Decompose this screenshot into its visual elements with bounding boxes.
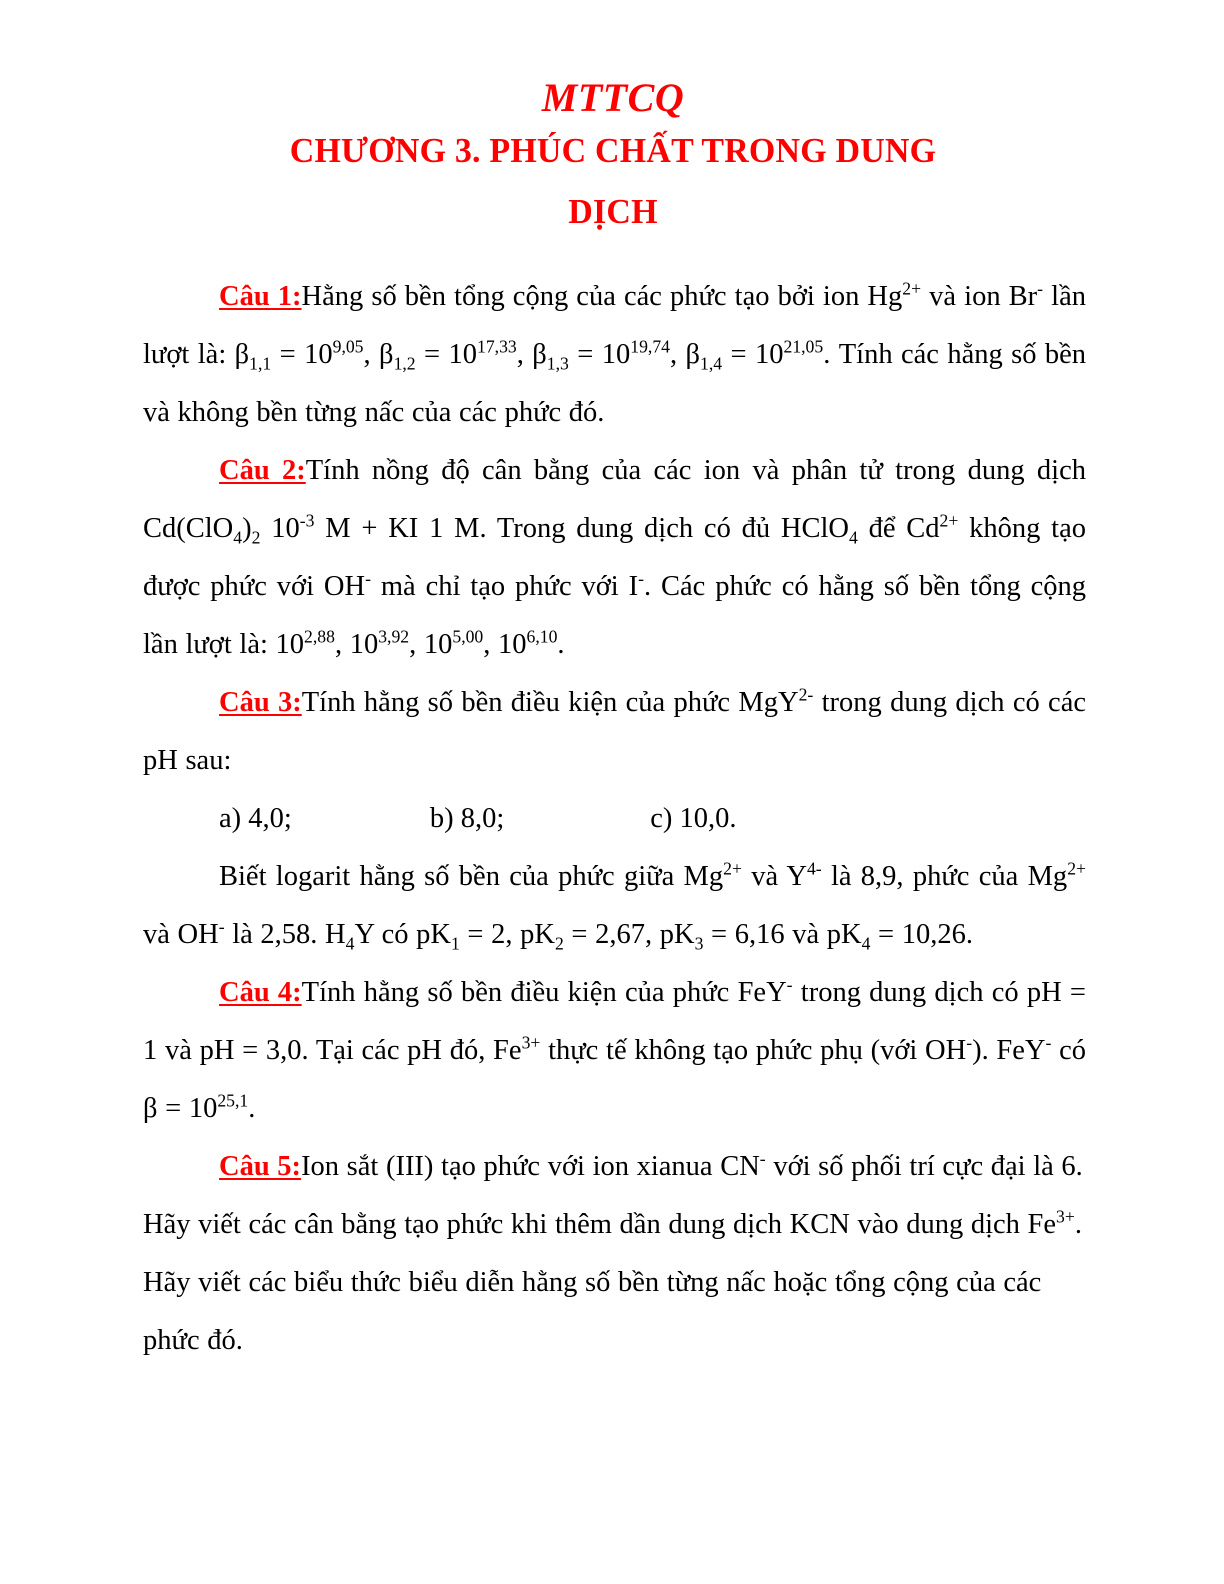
mgy-charge-sup: 2- <box>798 684 814 705</box>
pk1-sub: 1 <box>450 933 460 954</box>
pk3-sub: 3 <box>694 933 704 954</box>
beta-1-3-eq: = 10 <box>568 339 631 370</box>
question-1-label: Câu 1: <box>219 281 302 312</box>
clo4-sub: 4 <box>233 527 243 548</box>
question-2-text-c: 10 <box>260 513 300 544</box>
beta-q2-exp-3: 5,00 <box>452 626 484 647</box>
question-4-text-c: thực tế không tạo phức phụ (với OH <box>540 1035 967 1066</box>
h4y-sub: 4 <box>345 933 355 954</box>
question-4-text-a: Tính hằng số bền điều kiện của phức FeY <box>301 977 787 1008</box>
beta-1-4-sub: 1,4 <box>700 353 723 374</box>
question-2-text-i: , 10 <box>334 629 379 660</box>
beta-1-3-sub: 1,3 <box>546 353 569 374</box>
question-5-text-c: . Hãy viết các biểu thức biểu diễn hằng số bền từng nấc hoặc tổng cộng của các phức đó. <box>143 1209 1082 1356</box>
beta-1-1-sub: 1,1 <box>249 353 272 374</box>
oh-charge-sup-2: - <box>218 916 225 937</box>
beta-1-1-exp: 9,05 <box>332 336 364 357</box>
choice-a-value: 4,0; <box>248 803 292 834</box>
beta-1-2-eq: = 10 <box>415 339 478 370</box>
choice-c-key: c) <box>650 803 673 834</box>
beta-symbol-2: β <box>379 339 394 370</box>
note-text-b: và Y <box>741 861 807 892</box>
question-2-text-b: ) <box>242 513 252 544</box>
cd-charge-sup: 2+ <box>939 510 959 531</box>
question-2-text-l: . <box>557 629 565 660</box>
question-4-label: Câu 4: <box>219 977 302 1008</box>
question-1-text-d: . Tính các hằng số bền và không bền từng nấc của các phức đó. <box>143 339 1087 428</box>
beta-q2-exp-4: 6,10 <box>526 626 558 647</box>
note-text-f: Y có pK <box>354 919 451 950</box>
document-body <box>143 268 1086 1370</box>
pk2-sub: 2 <box>554 933 564 954</box>
question-3-text-a: Tính hằng số bền điều kiện của phức MgY <box>301 687 799 718</box>
conc-exp: -3 <box>299 510 315 531</box>
beta-1-2-sub: 1,2 <box>393 353 416 374</box>
beta-q2-exp-2: 3,92 <box>378 626 410 647</box>
question-2-paragraph <box>143 442 1086 674</box>
question-2-text-j: , 10 <box>409 629 453 660</box>
y-charge-sup: 4- <box>806 858 822 879</box>
question-5-label: Câu 5: <box>219 1151 302 1182</box>
beta-symbol-4: β <box>685 339 701 370</box>
clo4-count-sub: 2 <box>251 527 261 548</box>
question-1-text-c: lần lượt là: <box>143 281 1086 370</box>
beta-1-2-term <box>379 336 517 374</box>
choice-c-value: 10,0. <box>679 803 737 834</box>
note-text-c: là 8,9, phức của Mg <box>821 861 1068 892</box>
note-text-h: = 2,67, pK <box>563 919 695 950</box>
beta-1-4-term <box>685 336 824 374</box>
iodide-charge-sup: - <box>638 568 644 589</box>
hg-charge-sup: 2+ <box>902 278 922 299</box>
question-4-text-b: trong dung dịch có pH = 1 và pH = 3,0. Tại các pH đó, Fe <box>143 977 1086 1066</box>
note-text-a: Biết logarit hằng số bền của phức giữa Mg <box>219 861 724 892</box>
beta-symbol-1: β <box>234 339 250 370</box>
question-2-text-e: để Cd <box>857 513 940 544</box>
beta-1-1-eq: = 10 <box>271 339 333 370</box>
note-text-g: = 2, pK <box>459 919 555 950</box>
beta-q4-exp: 25,1 <box>217 1090 249 1111</box>
fe-charge-sup: 3+ <box>521 1032 541 1053</box>
fey-charge-sup-1: - <box>786 974 793 995</box>
question-5-text-a: Ion sắt (III) tạo phức với ion xianua CN <box>301 1151 760 1182</box>
question-2-text-g: mà chỉ tạo phức với I <box>370 571 639 602</box>
question-5-text-b: với số phối trí cực đại là 6. Hãy viết các cân bằng tạo phức khi thêm dần dung dịch KCN vào dung dịch Fe <box>143 1151 1083 1240</box>
beta-1-2-exp: 17,33 <box>477 336 517 357</box>
question-2-text-f: không tạo được phức với OH <box>143 513 1086 602</box>
beta-1-3-exp: 19,74 <box>630 336 670 357</box>
choice-b-key: b) <box>429 803 454 834</box>
note-text-e: là 2,58. H <box>224 919 346 950</box>
question-3-note-paragraph <box>143 848 1086 964</box>
question-2-text-h: . Các phức có hằng số bền tổng cộng lần lượt là: 10 <box>143 571 1087 660</box>
beta-1-1-term <box>234 336 364 374</box>
cn-charge-sup: - <box>759 1148 766 1169</box>
title-block <box>140 76 1086 242</box>
question-1-paragraph: Câu 1:Hằng số bền tổng cộng của các phức tạo bởi ion $Hg^{2+}$ và ion Br- lần lượt là: $\beta_{1,1} = 10^{9,05}$, $\beta_{1,2} = 10^{17,33}$, $\beta_{1,3} = 10^{19,74}$, $\beta_{1,4} = 10^{21,05}$. Tính các hằng số bền và không bền từng nấc của các phức đó. <box>143 278 1087 428</box>
question-4-text-e: có β = 10 <box>143 1035 1087 1124</box>
fe3-charge-sup: 3+ <box>1056 1206 1075 1227</box>
question-4-text-f: . <box>248 1093 256 1124</box>
question-3-paragraph <box>143 674 1086 790</box>
br-charge-sup: - <box>1037 278 1044 299</box>
note-text-j: = 10,26. <box>870 919 973 950</box>
beta-1-4-eq: = 10 <box>722 339 784 370</box>
document-title-sub-line2: DỊCH <box>568 192 658 231</box>
beta-symbol-3: β <box>532 339 547 370</box>
hclo4-sub: 4 <box>848 527 858 548</box>
question-3-text-b: trong dung dịch có các pH sau: <box>143 687 1086 776</box>
question-4-paragraph <box>143 964 1086 1138</box>
question-2-text-d: M + KI 1 M. Trong dung dịch có đủ HClO <box>314 513 849 544</box>
choice-b-value: 8,0; <box>460 803 505 834</box>
document-title-main: MTTCQ <box>541 75 685 120</box>
question-2-text-a: Tính nồng độ cân bằng của các ion và phân tử trong dung dịch Cd(ClO <box>143 455 1086 544</box>
beta-1-3-term <box>532 336 670 374</box>
choice-a-key: a) <box>219 803 242 834</box>
question-1-text-a: Hằng số bền tổng cộng của các phức tạo bởi ion Hg <box>301 281 903 312</box>
fey-charge-sup-2: - <box>1045 1032 1052 1053</box>
question-3-label: Câu 3: <box>219 687 302 718</box>
beta-q2-exp-1: 2,88 <box>304 626 335 647</box>
oh-charge-sup: - <box>365 568 371 589</box>
pk4-sub: 4 <box>861 933 871 954</box>
question-4-text-d: ). FeY <box>972 1035 1046 1066</box>
beta-1-4-exp: 21,05 <box>783 336 824 357</box>
oh-charge-sup-3: - <box>966 1032 973 1053</box>
note-text-i: = 6,16 và pK <box>703 919 862 950</box>
document-title-sub-line1: CHƯƠNG 3. PHÚC CHẤT TRONG DUNG <box>289 131 937 170</box>
question-1-text-b: và ion Br <box>921 281 1038 312</box>
mg-charge-sup-2: 2+ <box>1067 858 1086 879</box>
question-2-label: Câu 2: <box>219 455 306 486</box>
note-text-d: và OH <box>143 919 219 950</box>
question-2-text-k: , 10 <box>483 629 527 660</box>
mg-charge-sup-1: 2+ <box>723 858 742 879</box>
question-3-choices <box>143 790 1086 848</box>
question-5-paragraph <box>143 1138 1086 1370</box>
